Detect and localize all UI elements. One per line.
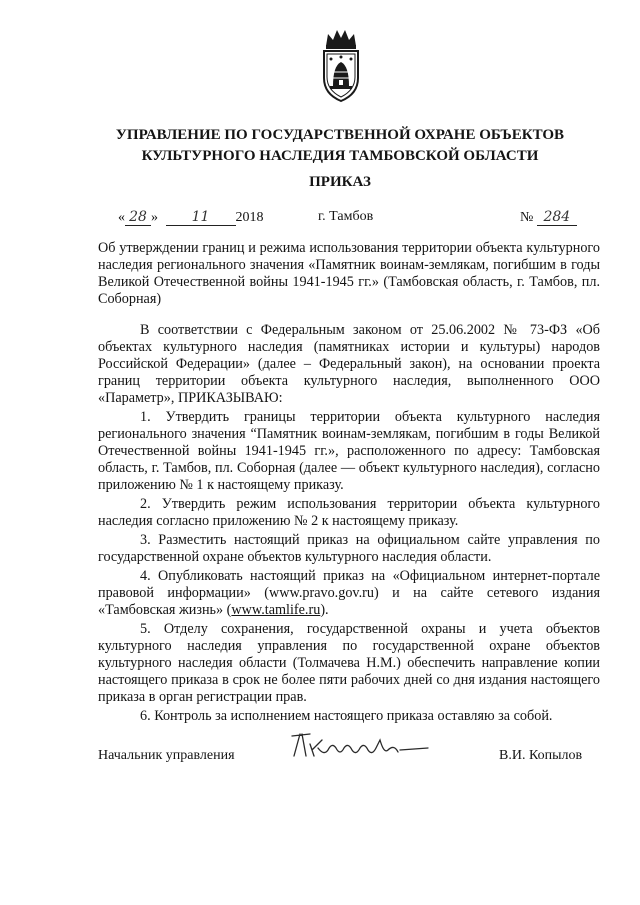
date-quote-open: « <box>118 210 125 225</box>
signatory-position: Начальник управления <box>98 748 235 763</box>
organization-name-line1: УПРАВЛЕНИЕ ПО ГОСУДАРСТВЕННОЙ ОХРАНЕ ОБЪЕКТОВ <box>115 127 565 143</box>
order-number <box>520 209 577 229</box>
number-handwritten: 284 <box>537 209 577 226</box>
item-5-paragraph: 5. Отделу сохранения, государственной охраны и учета объектов культурного наследия управления по государственной охране объектов культурного наследия области (Толмачева Н.М.) обеспечить направление копии настоящего приказа в срок не более пяти рабочих дней со дня издания настоящего приказа в орган регистрации прав. <box>98 621 600 705</box>
item-6-paragraph: 6. Контроль за исполнением настоящего приказа оставляю за собой. <box>140 708 553 724</box>
tambov-coat-of-arms-emblem <box>318 26 364 104</box>
order-date <box>118 209 264 229</box>
document-type-heading: ПРИКАЗ <box>309 174 371 190</box>
number-label: № <box>520 210 534 225</box>
item-4-text-end: ). <box>320 602 329 618</box>
item-4-text: 4. Опубликовать настоящий приказ на «Официальном интернет-портале правовой информации» (www.pravo.gov.ru) и на сайте сетевого издания «Тамбовская жизнь» ( <box>98 568 600 618</box>
date-year: 2018 <box>235 210 264 225</box>
item-1-paragraph: 1. Утвердить границы территории объекта культурного наследия регионального значения “Памятник воинам-землякам, погибшим в годы Великой Отечественной войны 1941-1945 гг.», расположенного по адресу: Тамбовская область, г. Тамбов, пл. Соборная (далее — объект культурного наследия), согласно приложению № 1 к настоящему приказу. <box>98 409 600 493</box>
item-2-paragraph: 2. Утвердить режим использования территории объекта культурного наследия согласно приложению № 2 к настоящему приказу. <box>98 496 600 529</box>
date-day-handwritten: 28 <box>125 209 151 226</box>
date-month-handwritten: 11 <box>166 209 236 226</box>
order-body <box>98 322 600 725</box>
organization-name <box>80 125 600 167</box>
item-3-paragraph: 3. Разместить настоящий приказ на официальном сайте управления по государственной охране объектов культурного наследия области. <box>98 532 600 565</box>
handwritten-signature <box>288 726 458 768</box>
preamble-paragraph: В соответствии с Федеральным законом от 25.06.2002 № 73-ФЗ «Об объектах культурного наследия (памятниках истории и культуры) народов Российской Федерации» (далее – Федеральный закон), на основании проекта границ территории объекта культурного наследия, выполненного ООО «Параметр», ПРИКАЗЫВАЮ: <box>98 322 600 406</box>
tamlife-link[interactable]: www.tamlife.ru <box>231 602 321 618</box>
order-title: Об утверждении границ и режима использования территории объекта культурного наследия регионального значения «Памятник воинам-землякам, погибшим в годы Великой Отечественной войны 1941-1945 гг.» (Тамбовская область, г. Тамбов, пл. Соборная) <box>98 240 600 307</box>
item-4-paragraph <box>98 568 600 619</box>
signatory-name: В.И. Копылов <box>499 748 583 763</box>
organization-name-line2: КУЛЬТУРНОГО НАСЛЕДИЯ ТАМБОВСКОЙ ОБЛАСТИ <box>141 148 539 164</box>
order-city: г. Тамбов <box>318 209 374 224</box>
date-quote-close: » <box>151 210 158 225</box>
